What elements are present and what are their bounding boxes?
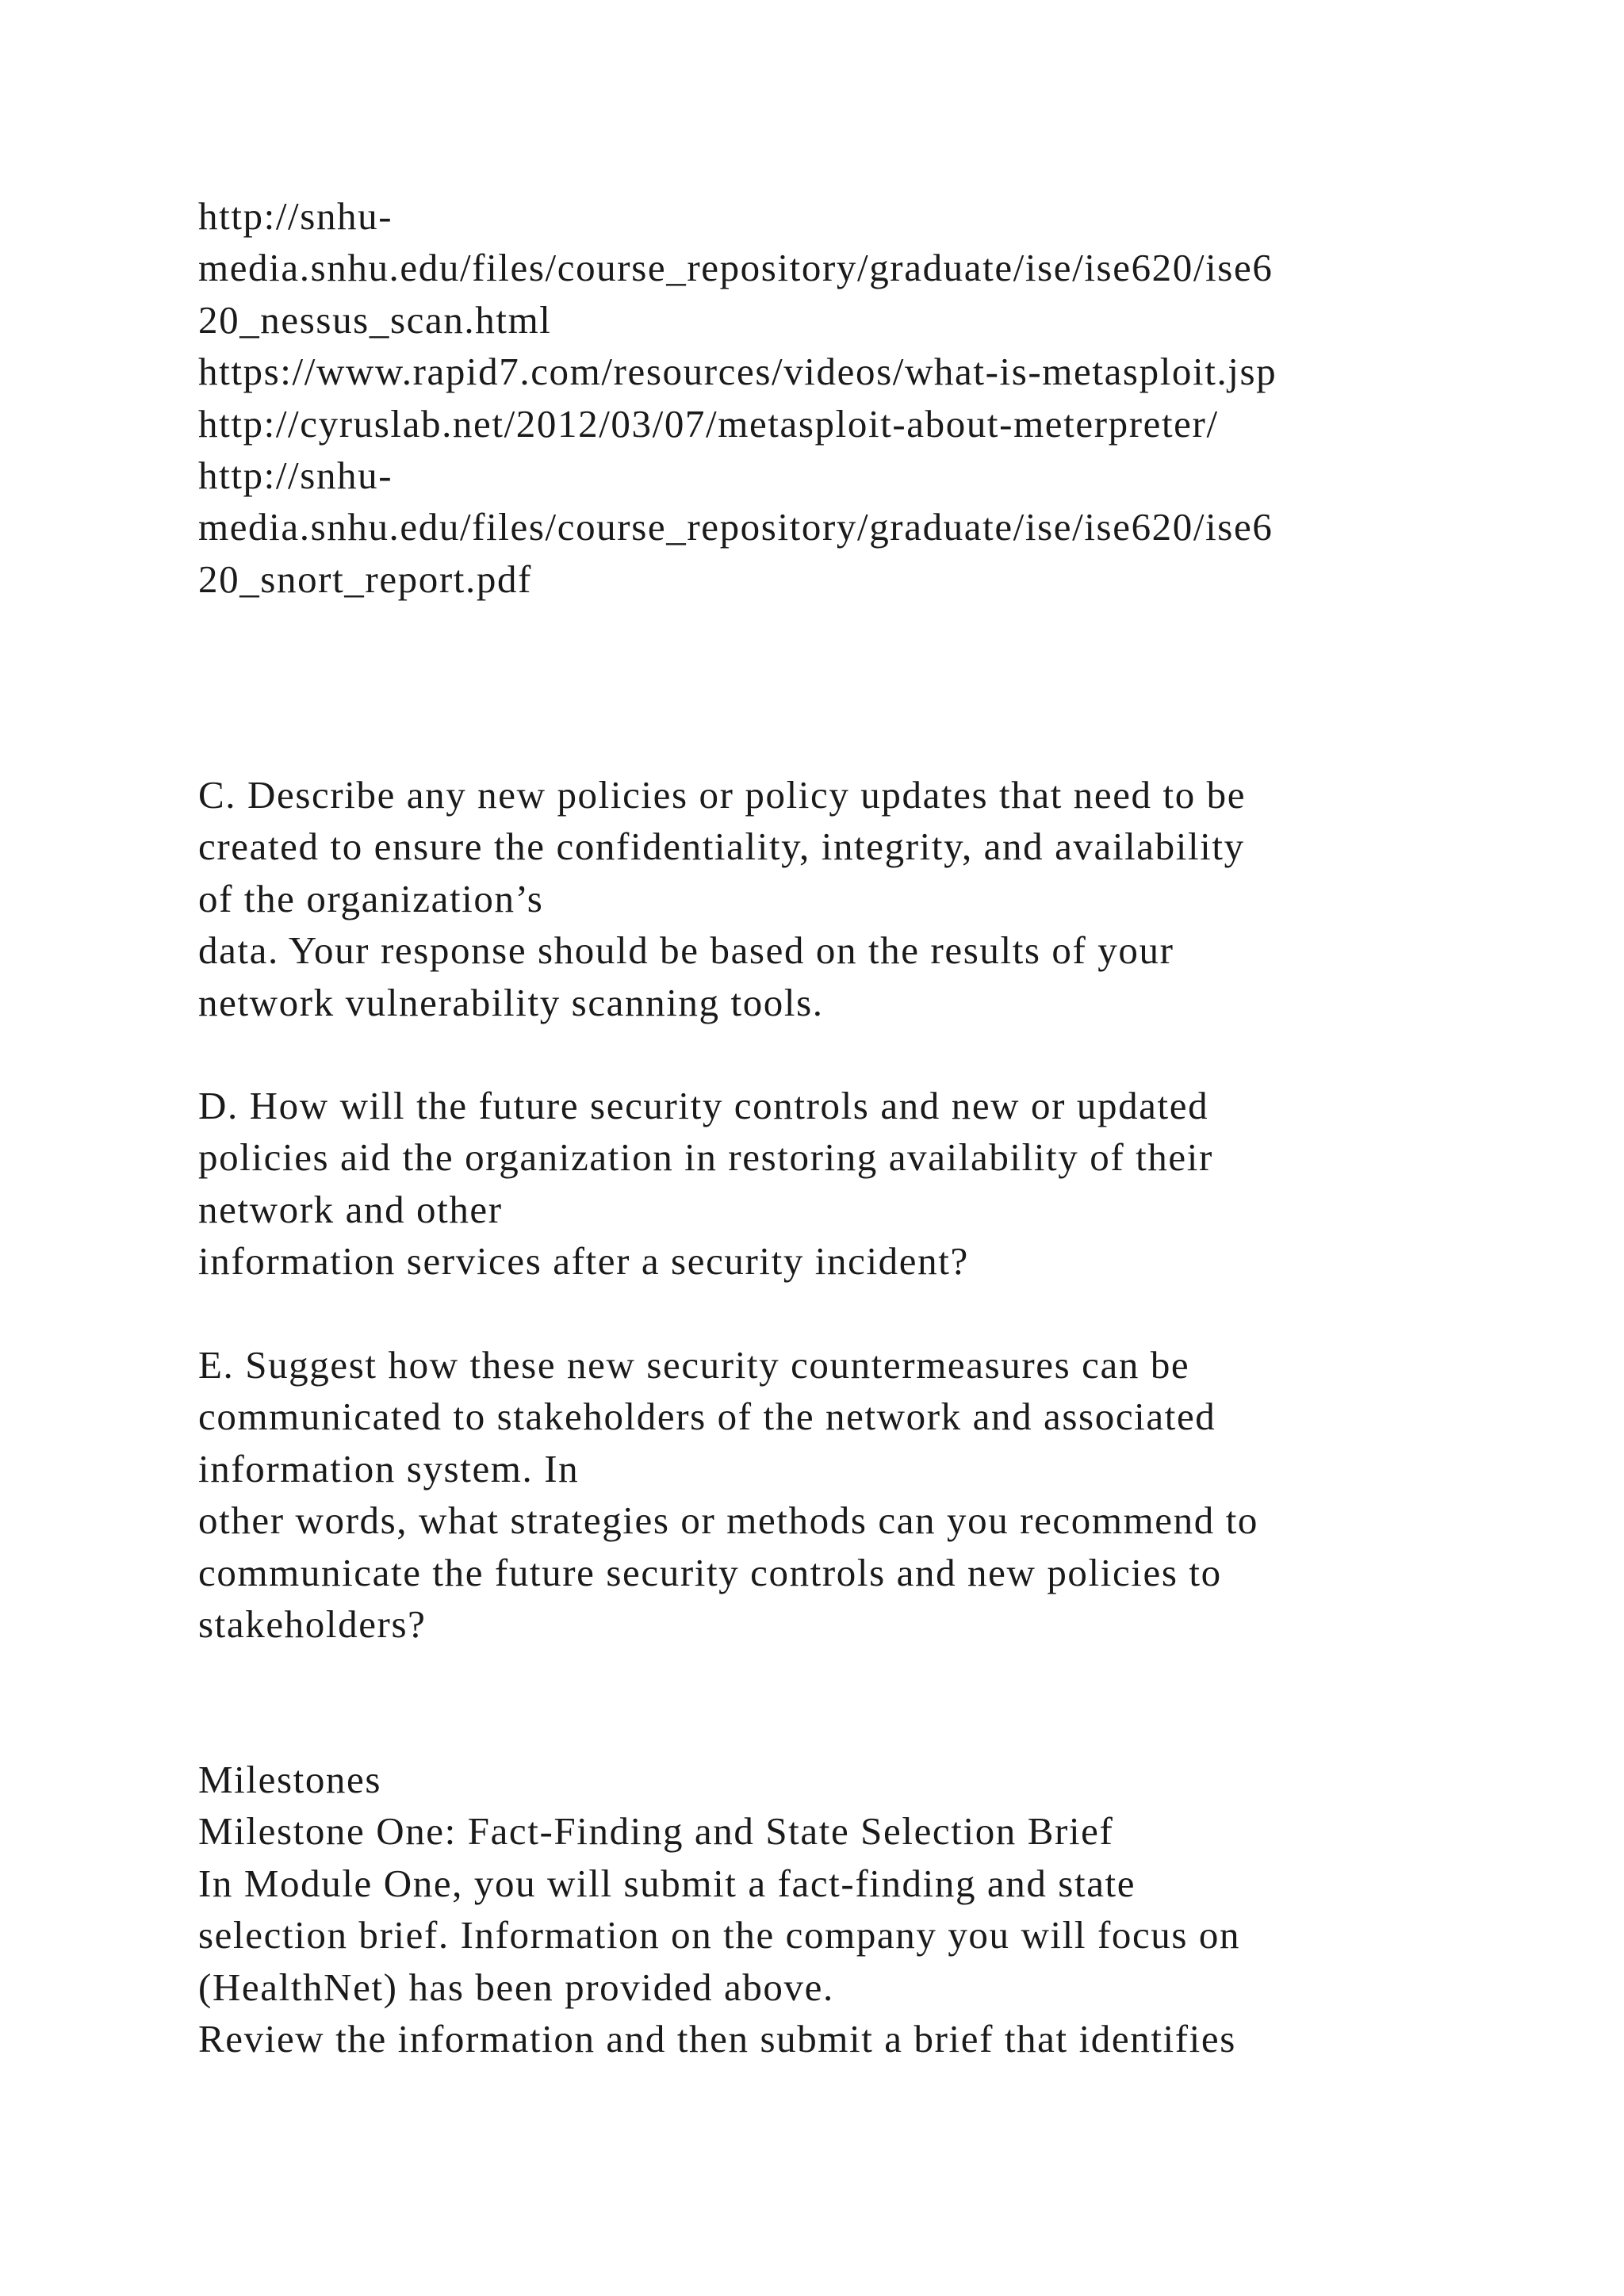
paragraph-line: information system. In — [198, 1446, 580, 1490]
paragraph-line: C. Describe any new policies or policy updates that need to be — [198, 773, 1247, 817]
section-d-paragraph — [198, 1080, 1467, 1288]
paragraph-line: network vulnerability scanning tools. — [198, 980, 824, 1024]
paragraph-line: communicated to stakeholders of the network and associated — [198, 1395, 1216, 1439]
reference-line: 20_snort_report.pdf — [198, 557, 532, 601]
paragraph-line: created to ensure the confidentiality, integrity, and availability — [198, 825, 1245, 869]
paragraph-line: D. How will the future security controls and new or updated — [198, 1084, 1209, 1127]
section-c-paragraph — [198, 769, 1467, 1028]
reference-line: media.snhu.edu/files/course_repository/graduate/ise/ise620/ise6 — [198, 246, 1274, 290]
reference-line: http://snhu- — [198, 453, 393, 497]
paragraph-line: selection brief. Information on the company you will focus on — [198, 1913, 1241, 1957]
reference-line: http://cyruslab.net/2012/03/07/metasploit-about-meterpreter/ — [198, 401, 1219, 446]
paragraph-line: data. Your response should be based on the results of your — [198, 928, 1174, 973]
paragraph-line: (HealthNet) has been provided above. — [198, 1965, 834, 2009]
milestones-heading: Milestones — [198, 1758, 382, 1801]
paragraph-line: communicate the future security controls and new policies to — [198, 1550, 1222, 1594]
paragraph-line: policies aid the organization in restoring availability of their — [198, 1135, 1213, 1180]
section-e-paragraph — [198, 1339, 1467, 1650]
paragraph-line: information services after a security incident? — [198, 1239, 969, 1284]
paragraph-line: In Module One, you will submit a fact-finding and state — [198, 1861, 1136, 1905]
reference-line: https://www.rapid7.com/resources/videos/what-is-metasploit.jsp — [198, 350, 1277, 394]
paragraph-line: E. Suggest how these new security countermeasures can be — [198, 1343, 1190, 1387]
paragraph-line: of the organization’s — [198, 876, 544, 920]
paragraph-line: other words, what strategies or methods can you recommend to — [198, 1498, 1259, 1543]
paragraph-line: stakeholders? — [198, 1601, 427, 1646]
reference-links — [198, 190, 1467, 605]
milestone-one-title: Milestone One: Fact-Finding and State Selection Brief — [198, 1809, 1114, 1854]
paragraph-line: network and other — [198, 1187, 503, 1231]
paragraph-line: Review the information and then submit a brief that identifies — [198, 2016, 1236, 2061]
reference-line: http://snhu- — [198, 194, 393, 238]
reference-line: 20_nessus_scan.html — [198, 297, 552, 342]
milestones-section — [198, 1754, 1467, 2064]
reference-line: media.snhu.edu/files/course_repository/graduate/ise/ise620/ise6 — [198, 505, 1274, 549]
